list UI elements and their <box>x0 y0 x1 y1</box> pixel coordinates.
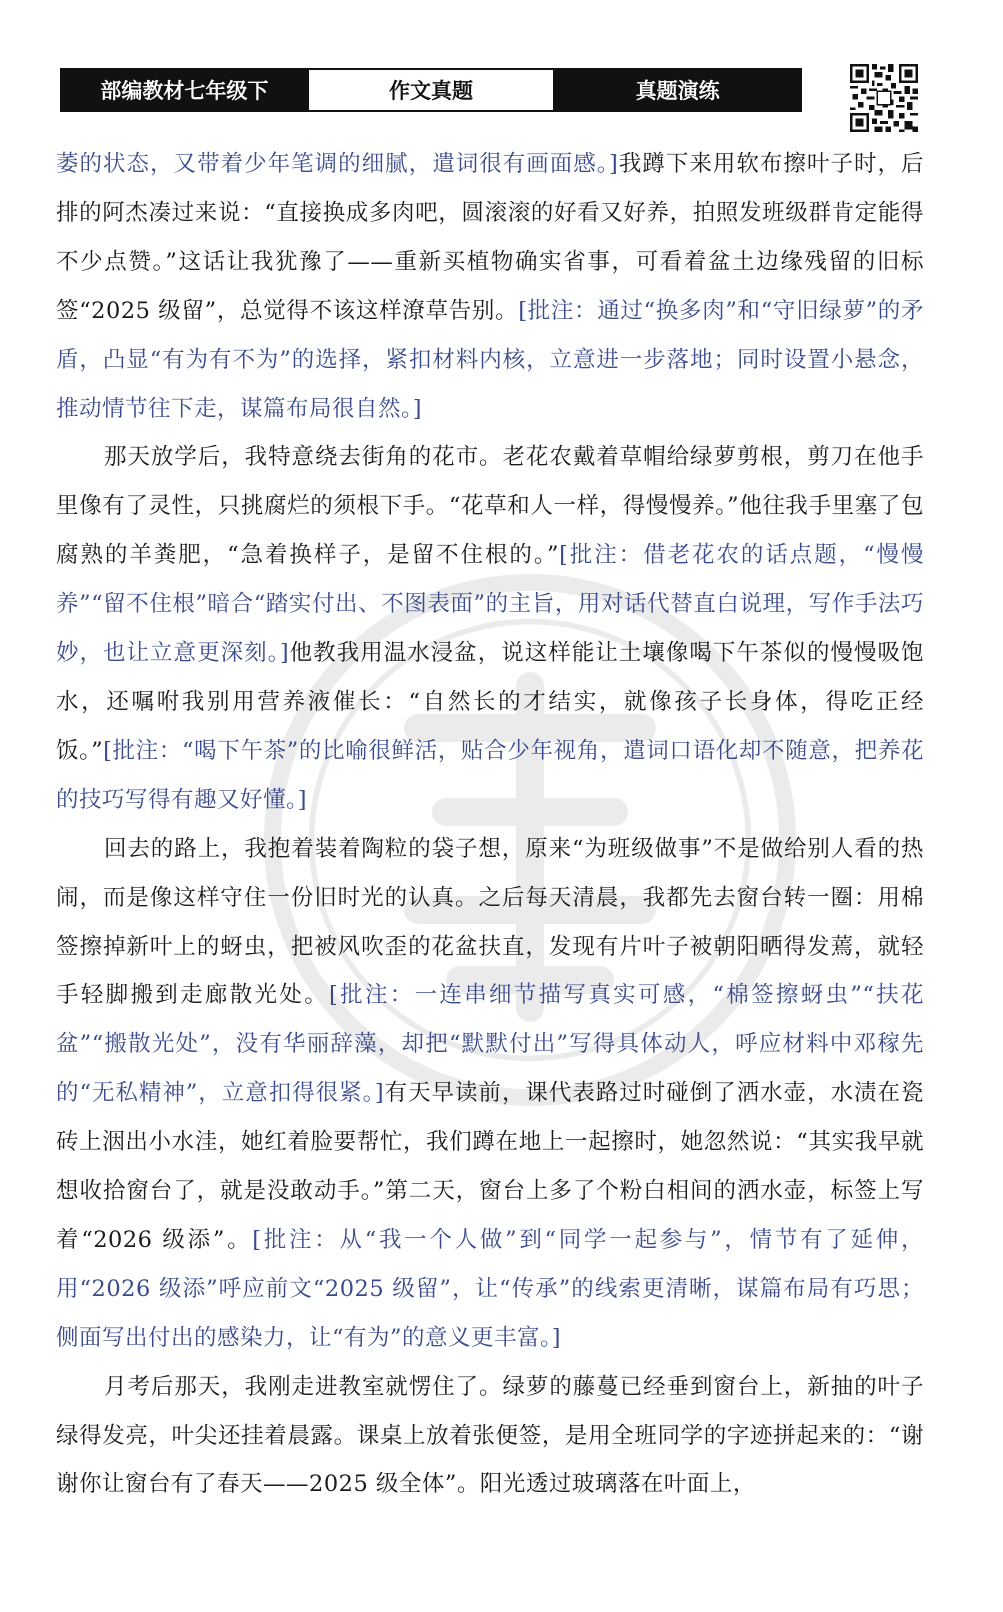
annotation: [批注：从“我一个人做”到“同学一起参与”，情节有了延伸，用“2026 级添”呼应前文“2025 级留”，让“传承”的线索更清晰，谋篇布局有巧思；侧面写出付出的感染力，让“有为”的意义更丰富。] <box>56 1226 924 1351</box>
annotation: [批注：一连串细节描写真实可感，“棉签擦蚜虫”“扶花盆”“搬散光处”，没有华丽辞藻，却把“默默付出”写得具体动人，呼应材料中邓稼先的“无私精神”，立意扣得很紧。] <box>56 982 924 1107</box>
annotation: [批注：借老花农的话点题，“慢慢养”“留不住根”暗合“踏实付出、不图表面”的主旨，用对话代替直白说理，写作手法巧妙，也让立意更深刻。] <box>56 542 924 667</box>
annotation: 萎的状态，又带着少年笔调的细腻，遣词很有画面感。] <box>56 151 619 177</box>
paragraph <box>56 140 924 433</box>
paragraph <box>56 1363 924 1510</box>
essay-text: 有天早读前，课代表路过时碰倒了洒水壶，水渍在瓷砖上洇出小水洼，她红着脸要帮忙，我们蹲在地上一起擦时，她忽然说：“其实我早就想收拾窗台了，就是没敢动手。”第二天，窗台上多了个粉白相间的洒水壶，标签上写着“2026 级添”。 <box>56 1080 924 1253</box>
header-textbook-label: 部编教材七年级下 <box>62 70 307 110</box>
essay-text: 那天放学后，我特意绕去街角的花市。老花农戴着草帽给绿萝剪根，剪刀在他手里像有了灵性，只挑腐烂的须根下手。“花草和人一样，得慢慢养。”他往我手里塞了包腐熟的羊粪肥，“急着换样子，是留不住根的。” <box>56 444 924 569</box>
essay-text: 回去的路上，我抱着装着陶粒的袋子想，原来“为班级做事”不是做给别人看的热闹，而是像这样守住一份旧时光的认真。之后每天清晨，我都先去窗台转一圈：用棉签擦掉新叶上的蚜虫，把被风吹歪的花盆扶直，发现有片叶子被朝阳晒得发蔫，就轻手轻脚搬到走廊散光处。 <box>56 835 924 1009</box>
essay-body <box>56 140 924 1509</box>
annotation: [批注：“喝下午茶”的比喻很鲜活，贴合少年视角，遣词口语化却不随意，把养花的技巧写得有趣又好懂。] <box>56 737 924 813</box>
header-bar <box>60 68 802 112</box>
header-practice-label: 真题演练 <box>555 70 800 110</box>
essay-text: 月考后那天，我刚走进教室就愣住了。绿萝的藤蔓已经垂到窗台上，新抽的叶子绿得发亮，叶尖还挂着晨露。课桌上放着张便签，是用全班同学的字迹拼起来的：“谢谢你让窗台有了春天——2025 级全体”。阳光透过玻璃落在叶面上， <box>56 1373 924 1498</box>
essay-text: 我蹲下来用软布擦叶子时，后排的阿杰凑过来说：“直接换成多肉吧，圆滚滚的好看又好养，拍照发班级群肯定能得不少点赞。”这话让我犹豫了——重新买植物确实省事，可看着盆土边缘残留的旧标签“2025 级留”，总觉得不该这样潦草告别。 <box>56 151 924 324</box>
paragraph <box>56 433 924 824</box>
annotation: [批注：通过“换多肉”和“守旧绿萝”的矛盾，凸显“有为有不为”的选择，紧扣材料内核，立意进一步落地；同时设置小悬念，推动情节往下走，谋篇布局很自然。] <box>56 297 924 422</box>
header-essay-label: 作文真题 <box>307 70 556 110</box>
paragraph <box>56 825 924 1363</box>
essay-text: 他教我用温水浸盆，说这样能让土壤像喝下午茶似的慢慢吸饱水，还嘱咐我别用营养液催长：“自然长的才结实，就像孩子长身体，得吃正经饭。” <box>56 640 924 764</box>
qr-code-icon <box>850 64 918 132</box>
